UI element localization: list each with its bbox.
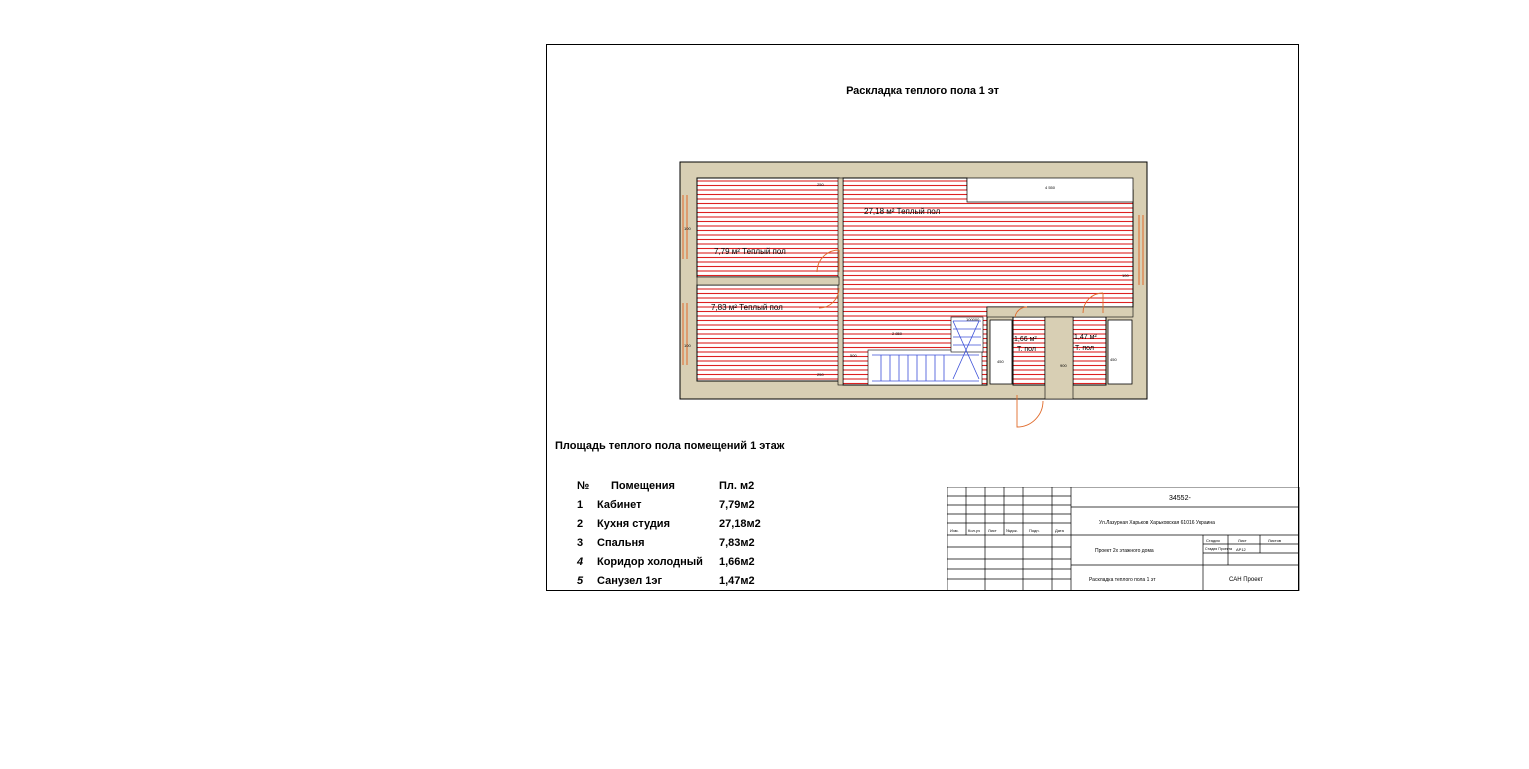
table-row — [577, 495, 789, 514]
stamp-project: Проект 2х этажного дома — [1095, 548, 1154, 554]
stamp-small-header: Изм. — [950, 528, 959, 533]
stamp-sheet-val: АР12 — [1236, 547, 1246, 552]
table-row — [577, 571, 789, 590]
room-3-heating — [697, 285, 839, 381]
stamp-small-header: Подп. — [1029, 528, 1040, 533]
title-block — [947, 487, 1300, 591]
row-room: Кухня студия — [597, 517, 670, 530]
table-header — [577, 476, 789, 495]
row-num: 3 — [577, 536, 584, 549]
stamp-company: САН Проект — [1229, 577, 1263, 583]
svg-text:250: 250 — [817, 372, 824, 377]
svg-text:450: 450 — [1110, 357, 1117, 362]
table-row — [577, 514, 789, 533]
svg-text:100: 100 — [684, 343, 691, 348]
partition-wall — [987, 307, 1133, 317]
row-area: 27,18м2 — [719, 517, 761, 530]
svg-text:900: 900 — [1060, 363, 1067, 368]
drawing-title: Раскладка теплого пола 1 эт — [846, 85, 999, 97]
stamp-small-header: Лист — [988, 528, 997, 533]
dim-label: 4 550 — [1045, 185, 1056, 190]
table-row — [577, 552, 789, 571]
header-num: № — [577, 479, 590, 492]
stamp-small-header: Кол.уч — [968, 528, 980, 533]
stamp-col-stage: Стадия — [1206, 538, 1220, 543]
stamp-col-sheet: Лист — [1238, 538, 1247, 543]
room-area-table — [577, 476, 789, 590]
svg-text:100: 100 — [1122, 273, 1129, 278]
room-4-label-b: Т. пол — [1017, 346, 1037, 353]
stamp-code: 34552- — [1169, 495, 1191, 502]
room-5-label-b: Т. пол — [1075, 345, 1095, 352]
room-1-label: 7,79 м² Теплый пол — [714, 247, 786, 256]
row-area: 1,47м2 — [719, 574, 755, 587]
svg-text:250: 250 — [817, 182, 824, 187]
room-2-corner — [967, 178, 1133, 202]
stamp-col-sheets: Листов — [1268, 538, 1281, 543]
header-area: Пл. м2 — [719, 479, 755, 492]
service-room-left — [990, 320, 1012, 384]
stamp-sheet-name: Раскладка теплого пола 1 эт — [1089, 577, 1156, 583]
table-row — [577, 533, 789, 552]
room-4-label: 1,66 м² — [1014, 336, 1037, 343]
row-num: 1 — [577, 498, 584, 511]
row-num: 2 — [577, 517, 584, 530]
row-area: 1,66м2 — [719, 555, 755, 568]
row-room: Спальня — [597, 536, 645, 549]
row-area: 7,79м2 — [719, 498, 755, 511]
stamp-small-header: Дата — [1055, 528, 1064, 533]
partition-wall — [697, 277, 839, 285]
row-room: Коридор холодный — [597, 555, 703, 568]
svg-text:450: 450 — [997, 359, 1004, 364]
svg-text:500: 500 — [850, 353, 857, 358]
stamp-small-header: №док. — [1006, 528, 1018, 533]
room-1-heating — [697, 178, 839, 277]
drawing-sheet — [546, 44, 1299, 591]
svg-text:100000: 100000 — [966, 317, 980, 322]
row-area: 7,83м2 — [719, 536, 755, 549]
row-num: 5 — [577, 574, 584, 587]
stamp-address: Ул.Лазурная Харьков Харьковская 61016 Украина — [1099, 520, 1215, 526]
svg-text:100: 100 — [684, 226, 691, 231]
room-2-label: 27,18 м² Теплый пол — [864, 207, 941, 216]
service-room-right — [1108, 320, 1132, 384]
table-title: Площадь теплого пола помещений 1 этаж — [555, 440, 785, 452]
stamp-stage-val: Стадия Проекта — [1205, 547, 1233, 551]
room-5-label: 1,47 м² — [1074, 334, 1097, 341]
partition-wall — [1045, 317, 1073, 399]
floor-plan — [547, 45, 1300, 485]
row-room: Санузел 1эг — [597, 574, 663, 587]
room-3-label: 7,83 м² Теплый пол — [711, 303, 783, 312]
row-num: 4 — [577, 555, 584, 568]
row-room: Кабинет — [597, 498, 642, 511]
header-room: Помещения — [611, 479, 675, 492]
svg-text:2 850: 2 850 — [892, 331, 903, 336]
